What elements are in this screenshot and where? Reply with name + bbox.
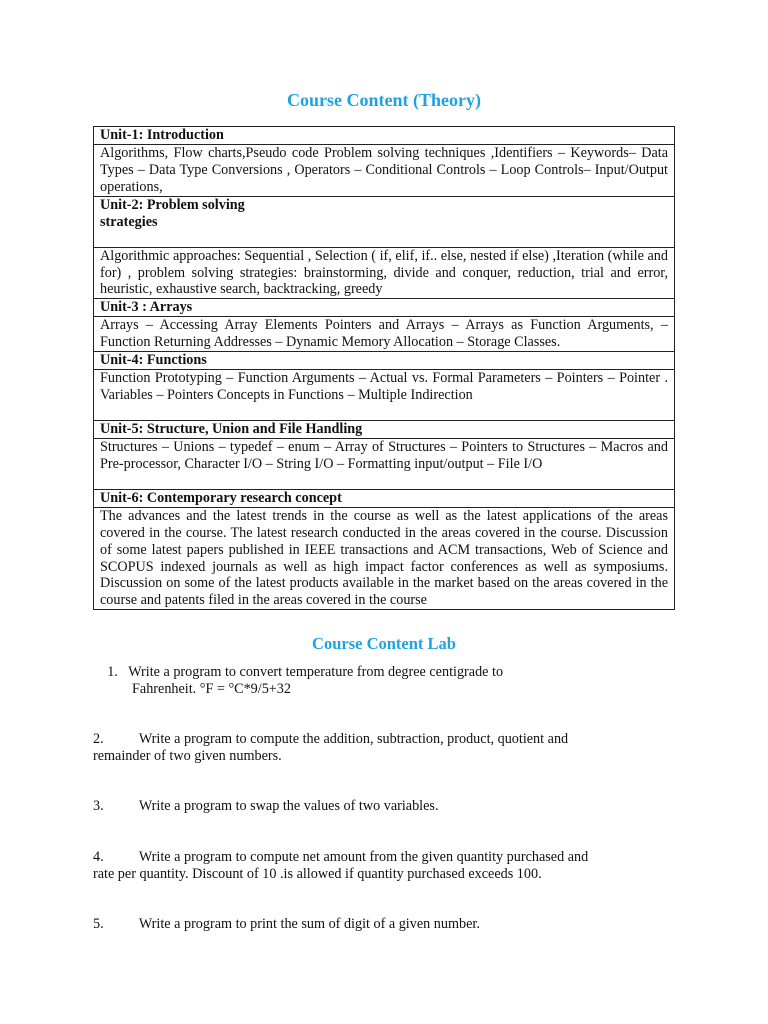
unit-3-title: Unit-3 : Arrays bbox=[94, 299, 675, 317]
lab-item-4: 4. Write a program to compute net amount from the given quantity purchased and rate per quantity. Discount of 10 .is allowed if quantity purchased exceeds 100. bbox=[93, 849, 589, 882]
unit-3-title-row bbox=[94, 299, 675, 317]
unit-1-content: Algorithms, Flow charts,Pseudo code Problem solving techniques ,Identifiers – Keywords– Data Types – Data Type Conversions , Operators – Conditional Controls – Loop Controls– Input/Output operations, bbox=[94, 144, 675, 196]
theory-section-title: Course Content (Theory) bbox=[287, 90, 481, 110]
unit-5-content-row bbox=[94, 438, 675, 489]
unit-5-title: Unit-5: Structure, Union and File Handling bbox=[94, 420, 675, 438]
lab-item-2: 2. Write a program to compute the addition, subtraction, product, quotient and remainder of two given numbers. bbox=[93, 731, 569, 764]
unit-1-title-row bbox=[94, 127, 675, 145]
unit-6-content-row bbox=[94, 507, 675, 609]
unit-3-content: Arrays – Accessing Array Elements Pointers and Arrays – Arrays as Function Arguments, – Function Returning Addresses – Dynamic Memory Allocation – Storage Classes. bbox=[94, 317, 675, 352]
unit-2-content-row bbox=[94, 247, 675, 299]
unit-6-title-row bbox=[94, 489, 675, 507]
lab-item-3: 3. Write a program to swap the values of two variables. bbox=[93, 798, 439, 814]
unit-1-title: Unit-1: Introduction bbox=[94, 127, 675, 145]
unit-1-content-row bbox=[94, 144, 675, 196]
unit-4-title-row bbox=[94, 352, 675, 370]
unit-6-title: Unit-6: Contemporary research concept bbox=[94, 489, 675, 507]
lab-item-5: 5. Write a program to print the sum of digit of a given number. bbox=[93, 916, 480, 932]
units-table bbox=[93, 126, 675, 610]
unit-3-content-row bbox=[94, 317, 675, 352]
unit-4-title: Unit-4: Functions bbox=[94, 352, 675, 370]
lab-item-1: 1. Write a program to convert temperature from degree centigrade to Fahrenheit. °F = °C*9/5+32 bbox=[107, 664, 504, 697]
unit-2-content: Algorithmic approaches: Sequential , Selection ( if, elif, if.. else, nested if else) ,Iteration (while and for) , problem solving strategies: brainstorming, divide and conquer, reduction, trial and error, heuristic, exhaustive search, backtracking, greedy bbox=[94, 247, 675, 299]
unit-4-content-row bbox=[94, 369, 675, 420]
unit-5-title-row bbox=[94, 420, 675, 438]
unit-2-title-row bbox=[94, 196, 675, 247]
unit-4-content: Function Prototyping – Function Arguments – Actual vs. Formal Parameters – Pointers – Pointer . Variables – Pointers Concepts in Functions – Multiple Indirection bbox=[94, 369, 675, 420]
lab-section-title: Course Content Lab bbox=[312, 634, 456, 653]
unit-6-content: The advances and the latest trends in the course as well as the latest applications of the areas covered in the course. The latest research conducted in the areas covered in the course. Discussion of some latest papers published in IEEE transactions and ACM transactions, Web of Science and SCOPUS indexed journals as well as high impact factor conferences as well as symposiums. Discussion on some of the latest products available in the market based on the areas covered in the course and patents filed in the areas covered in the course bbox=[94, 507, 675, 609]
unit-2-title: Unit-2: Problem solving strategies bbox=[94, 196, 675, 247]
unit-5-content: Structures – Unions – typedef – enum – Array of Structures – Pointers to Structures – Macros and Pre-processor, Character I/O – String I/O – Formatting input/output – File I/O bbox=[94, 438, 675, 489]
